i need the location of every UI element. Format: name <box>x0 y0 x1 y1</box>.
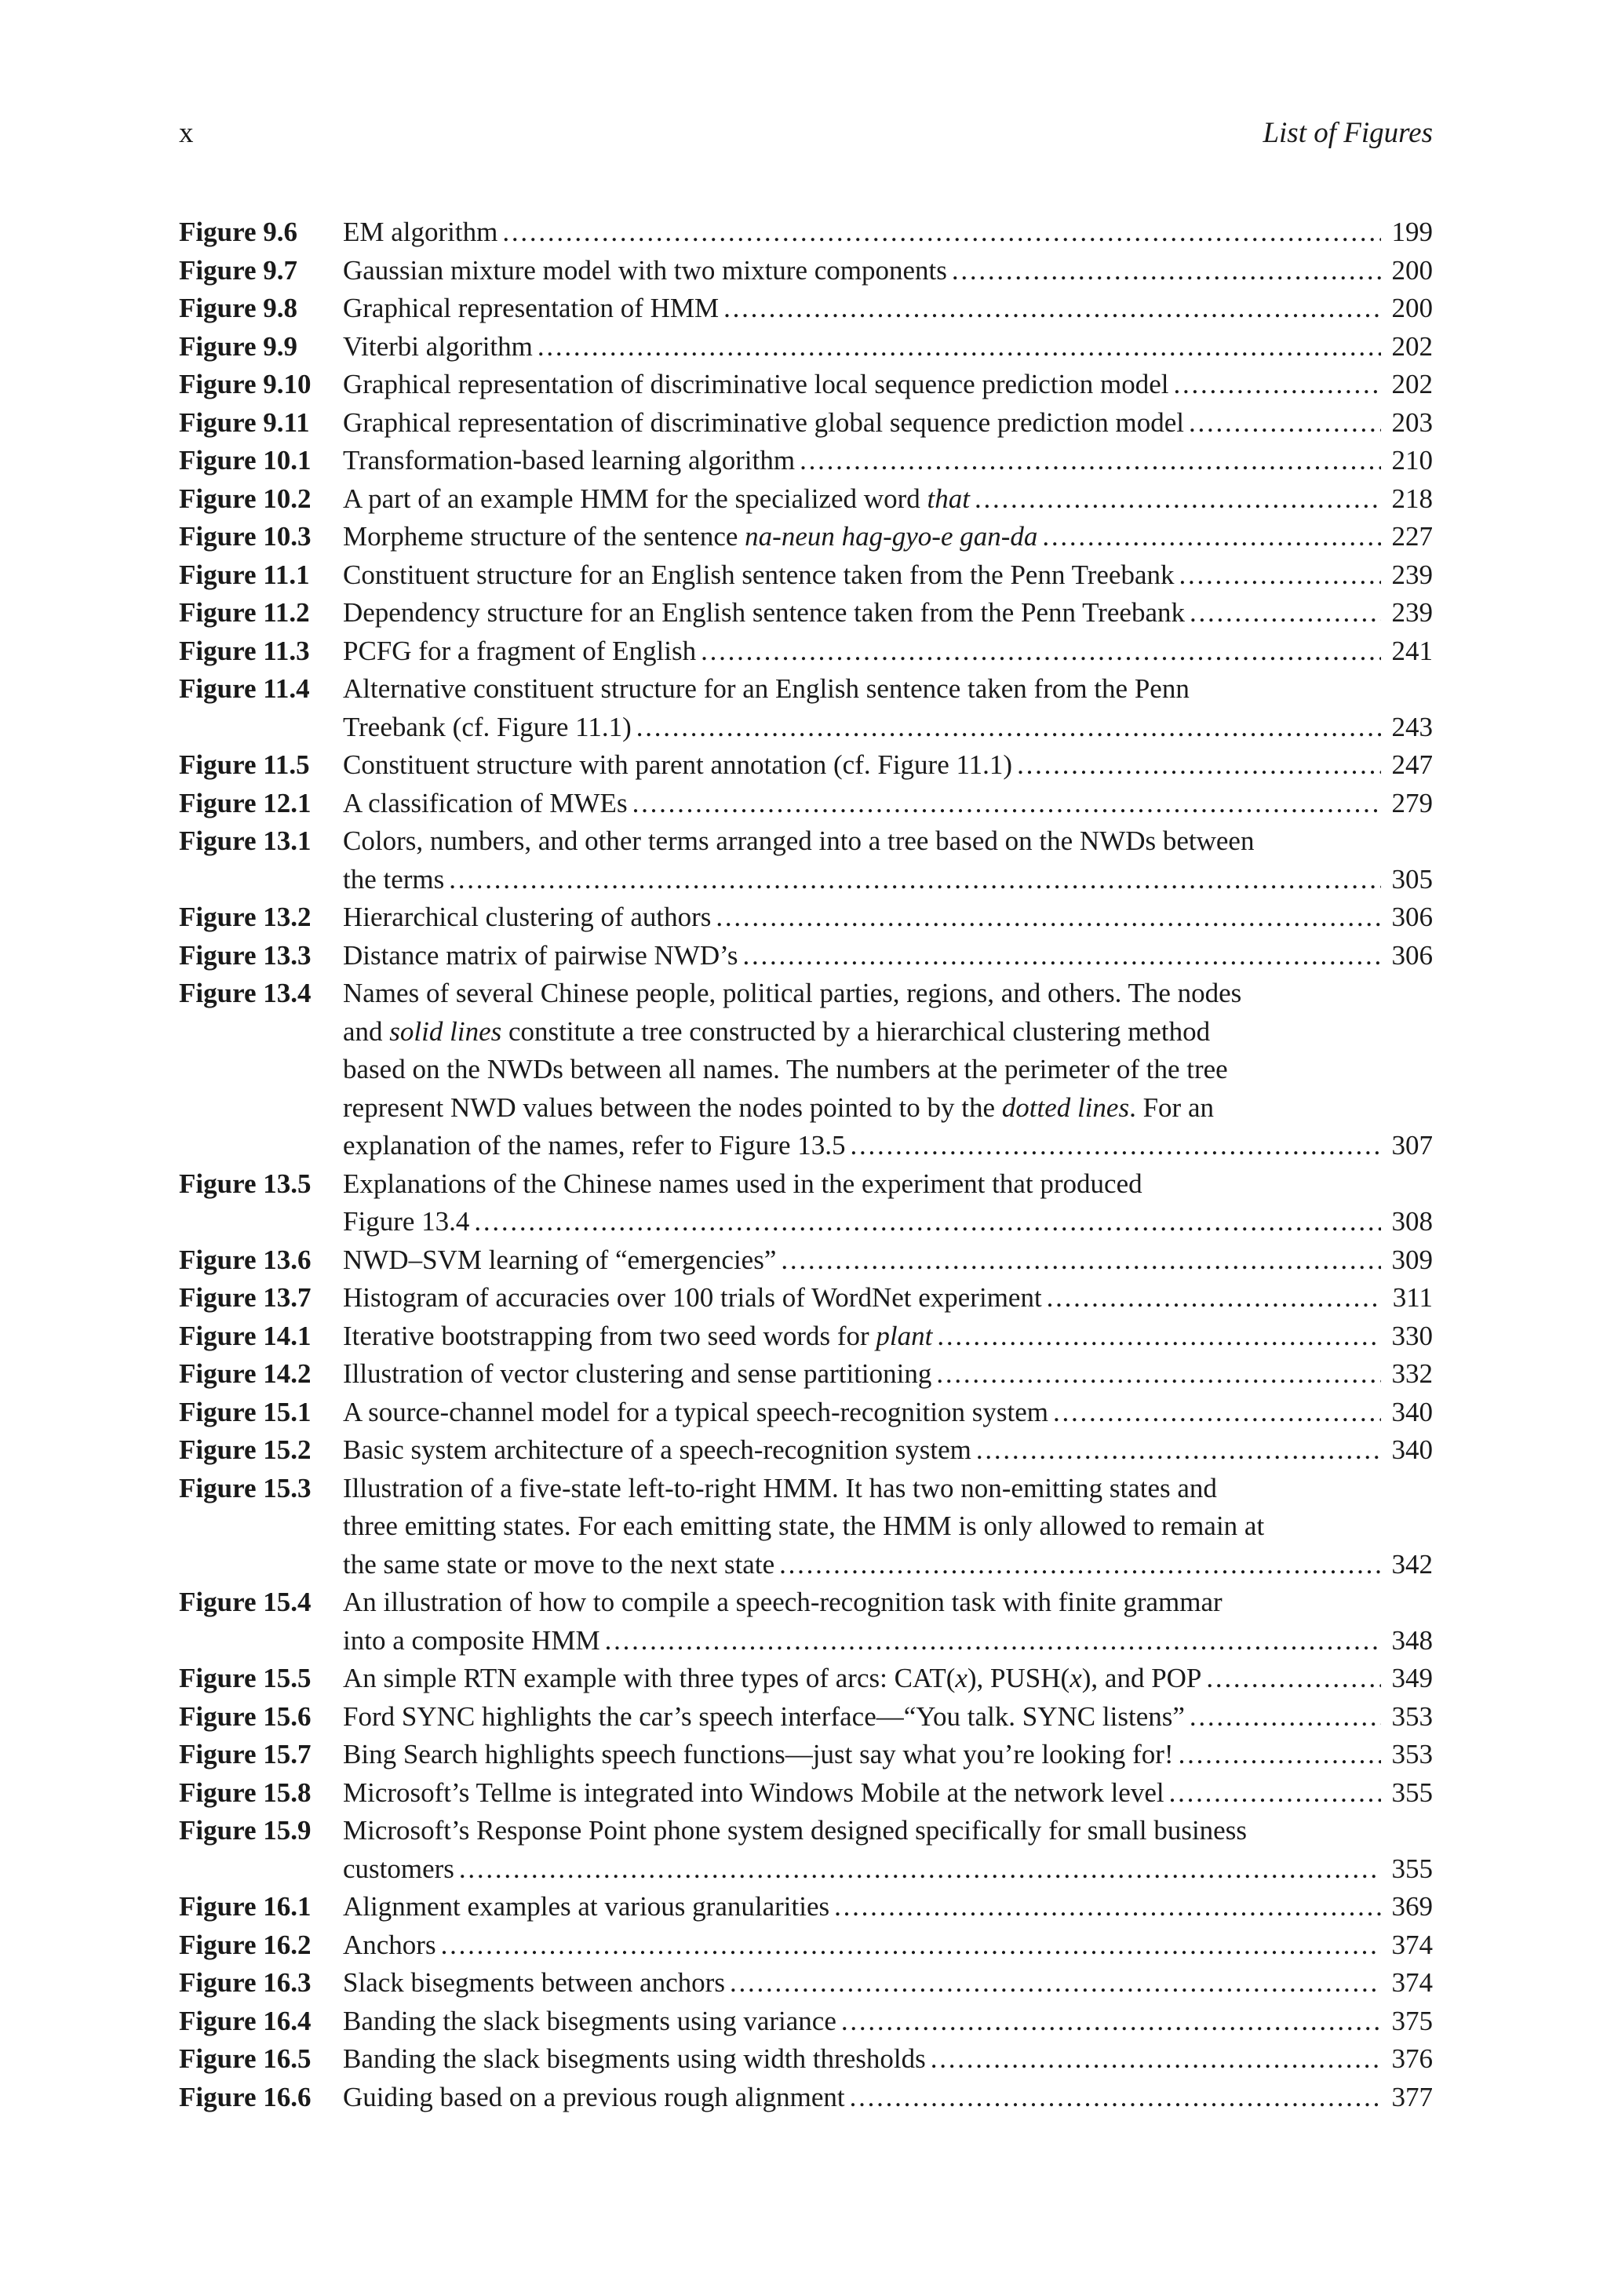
page-reference[interactable]: 353 <box>1391 1700 1433 1732</box>
figure-entry[interactable] <box>179 442 1433 480</box>
figure-entry[interactable] <box>179 785 1433 823</box>
caption-line: Names of several Chinese people, political parties, regions, and others. The nodes <box>343 978 1242 1008</box>
dot-leader <box>701 632 1381 671</box>
figure-label: Figure 9.7 <box>179 254 298 286</box>
list-of-figures <box>179 213 1433 2116</box>
dot-leader <box>474 1203 1381 1241</box>
caption-text: Slack bisegments between anchors <box>343 1967 725 1998</box>
figure-label: Figure 16.1 <box>179 1891 312 1922</box>
caption-text: EM algorithm <box>343 217 498 247</box>
figure-label: Figure 16.3 <box>179 1967 312 1998</box>
figure-caption <box>343 518 1433 556</box>
page-reference[interactable]: 305 <box>1391 863 1433 895</box>
caption-text: Transformation-based learning algorithm <box>343 445 796 476</box>
caption-line <box>343 1241 1433 1280</box>
figure-caption <box>343 213 1433 252</box>
page-reference[interactable]: 239 <box>1391 559 1433 590</box>
caption-text: NWD–SVM learning of “emergencies” <box>343 1244 777 1275</box>
caption-line <box>343 366 1433 404</box>
figure-label: Figure 15.9 <box>179 1815 312 1846</box>
caption-line <box>343 1546 1433 1584</box>
caption-text: Guiding based on a previous rough alignment <box>343 2081 845 2112</box>
caption-line <box>343 937 1433 975</box>
figure-caption <box>343 670 1433 746</box>
page-reference[interactable]: 355 <box>1391 1853 1433 1884</box>
caption-line <box>343 785 1433 823</box>
caption-line <box>343 746 1433 785</box>
page-reference[interactable]: 218 <box>1391 483 1433 514</box>
figure-caption <box>343 594 1433 632</box>
figure-caption <box>343 1964 1433 2003</box>
page-reference[interactable]: 247 <box>1391 749 1433 780</box>
figure-entry[interactable] <box>179 975 1433 1165</box>
figure-label: Figure 14.1 <box>179 1320 312 1351</box>
figure-entry[interactable] <box>179 1470 1433 1584</box>
dot-leader <box>781 1241 1381 1280</box>
figure-caption <box>343 746 1433 785</box>
figure-caption <box>343 1698 1433 1737</box>
caption-line: represent NWD values between the nodes pointed to by the dotted lines. For an <box>343 1092 1214 1123</box>
figure-caption <box>343 556 1433 595</box>
dot-leader <box>851 1127 1382 1165</box>
figure-entry[interactable] <box>179 252 1433 290</box>
caption-line <box>343 518 1433 556</box>
page-reference[interactable]: 306 <box>1391 902 1433 932</box>
caption-text: Ford SYNC highlights the car’s speech interface—“You talk. SYNC listens” <box>343 1700 1185 1732</box>
figure-caption <box>343 1736 1433 1774</box>
figure-entry[interactable] <box>179 632 1433 671</box>
figure-caption <box>343 822 1433 898</box>
caption-line <box>343 1127 1433 1165</box>
figure-entry[interactable] <box>179 1241 1433 1280</box>
figure-caption <box>343 442 1433 480</box>
dot-leader <box>1189 404 1381 443</box>
figure-entry[interactable] <box>179 1279 1433 1317</box>
caption-line <box>343 2040 1433 2079</box>
caption-line <box>343 1926 1433 1965</box>
caption-line: Colors, numbers, and other terms arranged into a tree based on the NWDs between <box>343 825 1255 856</box>
figure-caption <box>343 1774 1433 1813</box>
caption-text: Hierarchical clustering of authors <box>343 902 712 932</box>
figure-label: Figure 9.8 <box>179 293 298 323</box>
figure-entry[interactable] <box>179 404 1433 443</box>
dot-leader <box>1190 1698 1381 1737</box>
caption-line: and solid lines constitute a tree constructed by a hierarchical clustering method <box>343 1015 1211 1047</box>
page-reference[interactable]: 241 <box>1391 635 1433 666</box>
figure-entry[interactable] <box>179 1355 1433 1394</box>
caption-line <box>343 861 1433 899</box>
caption-line <box>343 632 1433 671</box>
page-reference[interactable]: 353 <box>1391 1739 1433 1769</box>
caption-line <box>343 1964 1433 2003</box>
dot-leader <box>1190 594 1381 632</box>
page-reference[interactable]: 374 <box>1391 1967 1433 1998</box>
caption-text: Graphical representation of discriminative global sequence prediction model <box>343 406 1184 438</box>
page-reference[interactable]: 377 <box>1391 2081 1433 2112</box>
caption-text: Dependency structure for an English sentence taken from the Penn Treebank <box>343 597 1186 628</box>
caption-line <box>343 1622 1433 1660</box>
dot-leader <box>449 861 1381 899</box>
figure-entry[interactable] <box>179 556 1433 595</box>
dot-leader <box>1179 1736 1381 1774</box>
caption-text: Treebank (cf. Figure 11.1) <box>343 711 632 742</box>
page-reference[interactable]: 374 <box>1391 1929 1433 1960</box>
figure-entry[interactable] <box>179 1584 1433 1660</box>
figure-caption <box>343 937 1433 975</box>
page-reference[interactable]: 332 <box>1391 1358 1433 1389</box>
figure-label: Figure 10.3 <box>179 521 312 552</box>
caption-line: Microsoft’s Response Point phone system designed specifically for small business <box>343 1815 1247 1846</box>
dot-leader <box>1047 1279 1381 1317</box>
caption-line <box>343 2079 1433 2117</box>
figure-caption <box>343 1355 1433 1394</box>
dot-leader <box>716 898 1381 937</box>
caption-line <box>343 1850 1433 1889</box>
figure-caption <box>343 785 1433 823</box>
figure-entry[interactable] <box>179 1698 1433 1737</box>
caption-text: An simple RTN example with three types of arcs: CAT(x), PUSH(x), and POP <box>343 1663 1202 1693</box>
caption-text: A part of an example HMM for the specialized word that <box>343 483 970 514</box>
caption-line <box>343 1888 1433 1926</box>
dot-leader <box>1053 1394 1381 1432</box>
page-reference[interactable]: 369 <box>1391 1891 1433 1922</box>
dot-leader <box>636 709 1381 747</box>
figure-entry[interactable] <box>179 518 1433 556</box>
caption-line <box>343 442 1433 480</box>
caption-text: Alignment examples at various granularities <box>343 1891 830 1922</box>
dot-leader <box>723 290 1381 328</box>
figure-label: Figure 13.4 <box>179 978 312 1008</box>
page-reference[interactable]: 342 <box>1391 1548 1433 1580</box>
figure-entry[interactable] <box>179 328 1433 366</box>
dot-leader <box>975 480 1381 519</box>
caption-line: three emitting states. For each emitting state, the HMM is only allowed to remain at <box>343 1511 1265 1541</box>
page-reference[interactable]: 200 <box>1391 254 1433 286</box>
caption-line <box>343 1355 1433 1394</box>
caption-line <box>343 1698 1433 1737</box>
figure-label: Figure 9.10 <box>179 369 312 399</box>
dot-leader <box>779 1546 1381 1584</box>
figure-entry[interactable] <box>179 1660 1433 1698</box>
dot-leader <box>1042 518 1381 556</box>
dot-leader <box>1169 1774 1381 1813</box>
figure-entry[interactable] <box>179 898 1433 937</box>
caption-line <box>343 1317 1433 1356</box>
figure-label: Figure 13.6 <box>179 1244 312 1275</box>
figure-caption <box>343 1241 1433 1280</box>
figure-label: Figure 13.3 <box>179 939 312 971</box>
figure-caption <box>343 366 1433 404</box>
figure-label: Figure 15.5 <box>179 1663 312 1693</box>
page-reference[interactable]: 202 <box>1391 330 1433 362</box>
figure-caption <box>343 252 1433 290</box>
caption-line <box>343 556 1433 595</box>
page-reference[interactable]: 355 <box>1391 1777 1433 1808</box>
dot-leader <box>459 1850 1381 1889</box>
figure-entry[interactable] <box>179 746 1433 785</box>
figure-entry[interactable] <box>179 2003 1433 2041</box>
page-header <box>179 116 1433 160</box>
page-reference[interactable]: 309 <box>1391 1244 1433 1275</box>
page-reference[interactable]: 376 <box>1391 2043 1433 2074</box>
page-reference[interactable]: 311 <box>1392 1282 1433 1313</box>
figure-label: Figure 10.2 <box>179 483 312 514</box>
figure-label: Figure 11.4 <box>179 673 310 704</box>
caption-line <box>343 1660 1433 1698</box>
caption-line: An illustration of how to compile a speech-recognition task with finite grammar <box>343 1587 1223 1617</box>
figure-label: Figure 14.2 <box>179 1358 312 1389</box>
caption-line <box>343 1394 1433 1432</box>
caption-line <box>343 1774 1433 1813</box>
figure-caption <box>343 1394 1433 1432</box>
caption-text: PCFG for a fragment of English <box>343 635 697 666</box>
figure-entry[interactable] <box>179 1317 1433 1356</box>
caption-text: Constituent structure with parent annotation (cf. Figure 11.1) <box>343 749 1013 780</box>
figure-entry[interactable] <box>179 213 1433 252</box>
page-reference[interactable]: 330 <box>1391 1320 1433 1351</box>
caption-text: into a composite HMM <box>343 1624 600 1656</box>
figure-caption <box>343 404 1433 443</box>
running-title: List of Figures <box>1263 117 1433 149</box>
figure-caption <box>343 2003 1433 2041</box>
page-reference[interactable]: 199 <box>1391 217 1433 247</box>
caption-text: Viterbi algorithm <box>343 330 533 362</box>
dot-leader <box>1179 556 1382 595</box>
caption-text: Graphical representation of discriminative local sequence prediction model <box>343 369 1169 399</box>
figure-entry[interactable] <box>179 2079 1433 2117</box>
page-reference[interactable]: 243 <box>1391 711 1433 742</box>
page-reference[interactable]: 340 <box>1391 1396 1433 1427</box>
figure-entry[interactable] <box>179 1394 1433 1432</box>
caption-text: A classification of MWEs <box>343 787 628 818</box>
figure-label: Figure 9.6 <box>179 217 298 247</box>
caption-text: the terms <box>343 863 445 895</box>
figure-caption <box>343 1431 1433 1470</box>
caption-text: Distance matrix of pairwise NWD’s <box>343 939 738 971</box>
caption-line <box>343 1431 1433 1470</box>
caption-text: A source-channel model for a typical speech-recognition system <box>343 1396 1048 1427</box>
dot-leader <box>937 1317 1381 1356</box>
figure-entry[interactable] <box>179 937 1433 975</box>
page-reference[interactable]: 210 <box>1391 445 1433 476</box>
dot-leader <box>936 1355 1381 1394</box>
caption-line <box>343 404 1433 443</box>
caption-text: Banding the slack bisegments using width thresholds <box>343 2043 926 2074</box>
caption-text: Graphical representation of HMM <box>343 293 720 323</box>
dot-leader <box>850 2079 1381 2117</box>
page-reference[interactable]: 375 <box>1391 2005 1433 2036</box>
caption-line <box>343 328 1433 366</box>
dot-leader <box>537 328 1381 366</box>
figure-label: Figure 15.8 <box>179 1777 312 1808</box>
caption-line <box>343 898 1433 937</box>
figure-entry[interactable] <box>179 1736 1433 1774</box>
figure-label: Figure 15.6 <box>179 1700 312 1732</box>
figure-label: Figure 10.1 <box>179 445 312 476</box>
figure-entry[interactable] <box>179 1431 1433 1470</box>
figure-caption <box>343 290 1433 328</box>
figure-caption <box>343 1279 1433 1317</box>
dot-leader <box>1174 366 1381 404</box>
caption-text: Microsoft’s Tellme is integrated into Windows Mobile at the network level <box>343 1777 1164 1808</box>
figure-caption <box>343 2040 1433 2079</box>
figure-entry[interactable] <box>179 1812 1433 1888</box>
figure-label: Figure 15.1 <box>179 1396 312 1427</box>
caption-line <box>343 480 1433 519</box>
caption-line: based on the NWDs between all names. The numbers at the perimeter of the tree <box>343 1054 1228 1084</box>
figure-caption <box>343 632 1433 671</box>
figure-label: Figure 15.3 <box>179 1472 312 1503</box>
caption-line <box>343 252 1433 290</box>
figure-entry[interactable] <box>179 822 1433 898</box>
figure-caption <box>343 1165 1433 1241</box>
figure-entry[interactable] <box>179 1165 1433 1241</box>
caption-text: Anchors <box>343 1929 436 1960</box>
dot-leader <box>1206 1660 1381 1698</box>
dot-leader <box>1017 746 1381 785</box>
figure-entry[interactable] <box>179 2040 1433 2079</box>
figure-entry[interactable] <box>179 290 1433 328</box>
dot-leader <box>834 1888 1381 1926</box>
caption-line <box>343 1736 1433 1774</box>
dot-leader <box>730 1964 1381 2003</box>
figure-caption <box>343 1584 1433 1660</box>
figure-entry[interactable] <box>179 594 1433 632</box>
caption-text: explanation of the names, refer to Figure 13.5 <box>343 1130 846 1161</box>
figure-label: Figure 13.5 <box>179 1168 312 1199</box>
figure-label: Figure 9.11 <box>179 406 310 438</box>
figure-label: Figure 11.3 <box>179 635 310 666</box>
figure-caption <box>343 1660 1433 1698</box>
figure-label: Figure 13.2 <box>179 902 312 932</box>
figure-label: Figure 11.1 <box>179 559 310 590</box>
caption-text: Illustration of vector clustering and sense partitioning <box>343 1358 932 1389</box>
figure-caption <box>343 1812 1433 1888</box>
figure-label: Figure 13.1 <box>179 825 312 856</box>
caption-text: Constituent structure for an English sentence taken from the Penn Treebank <box>343 559 1175 590</box>
caption-text: Morpheme structure of the sentence na-neun hag-gyo-e gan-da <box>343 521 1038 552</box>
figure-label: Figure 15.7 <box>179 1739 312 1769</box>
figure-caption <box>343 1470 1433 1584</box>
caption-text: Banding the slack bisegments using variance <box>343 2005 836 2036</box>
dot-leader <box>502 213 1381 252</box>
page-reference[interactable]: 308 <box>1391 1206 1433 1237</box>
figure-entry[interactable] <box>179 1964 1433 2003</box>
figure-caption <box>343 898 1433 937</box>
figure-entry[interactable] <box>179 1888 1433 1926</box>
caption-line <box>343 594 1433 632</box>
figure-caption <box>343 328 1433 366</box>
figure-label: Figure 12.1 <box>179 787 312 818</box>
figure-label: Figure 16.6 <box>179 2081 312 2112</box>
figure-label: Figure 13.7 <box>179 1282 312 1313</box>
caption-line: Illustration of a five-state left-to-right HMM. It has two non-emitting states and <box>343 1472 1217 1503</box>
figure-label: Figure 11.2 <box>179 597 310 628</box>
figure-entry[interactable] <box>179 1774 1433 1813</box>
dot-leader <box>441 1926 1381 1965</box>
figure-entry[interactable] <box>179 480 1433 519</box>
page-reference[interactable]: 227 <box>1391 521 1433 552</box>
caption-text: Figure 13.4 <box>343 1206 470 1237</box>
dot-leader <box>632 785 1381 823</box>
caption-line <box>343 1279 1433 1317</box>
caption-line <box>343 213 1433 252</box>
caption-line <box>343 1203 1433 1241</box>
dot-leader <box>931 2040 1381 2079</box>
caption-text: Gaussian mixture model with two mixture components <box>343 254 947 286</box>
caption-text: customers <box>343 1853 454 1884</box>
page-reference[interactable]: 200 <box>1391 293 1433 323</box>
page-reference[interactable]: 340 <box>1391 1434 1433 1465</box>
figure-label: Figure 16.5 <box>179 2043 312 2074</box>
figure-caption <box>343 480 1433 519</box>
dot-leader <box>605 1622 1381 1660</box>
figure-label: Figure 15.4 <box>179 1587 312 1617</box>
figure-label: Figure 11.5 <box>179 749 310 780</box>
page-reference[interactable]: 306 <box>1391 939 1433 971</box>
page-reference[interactable]: 349 <box>1391 1663 1433 1693</box>
page-number: x <box>179 117 194 149</box>
page-reference[interactable]: 348 <box>1391 1624 1433 1656</box>
caption-text: Histogram of accuracies over 100 trials of WordNet experiment <box>343 1282 1042 1313</box>
figure-label: Figure 16.4 <box>179 2005 312 2036</box>
caption-text: Bing Search highlights speech functions—just say what you’re looking for! <box>343 1739 1174 1769</box>
page-reference[interactable]: 202 <box>1391 369 1433 399</box>
caption-line: Alternative constituent structure for an English sentence taken from the Penn <box>343 673 1190 704</box>
figure-entry[interactable] <box>179 670 1433 746</box>
dot-leader <box>976 1431 1381 1470</box>
dot-leader <box>800 442 1381 480</box>
caption-text: Iterative bootstrapping from two seed words for plant <box>343 1320 933 1351</box>
figure-caption <box>343 1926 1433 1965</box>
page-reference[interactable]: 279 <box>1391 787 1433 818</box>
figure-caption <box>343 2079 1433 2117</box>
dot-leader <box>742 937 1381 975</box>
figure-caption <box>343 975 1433 1165</box>
caption-text: the same state or move to the next state <box>343 1548 775 1580</box>
dot-leader <box>841 2003 1381 2041</box>
caption-text: Basic system architecture of a speech-recognition system <box>343 1434 971 1465</box>
figure-entry[interactable] <box>179 366 1433 404</box>
figure-entry[interactable] <box>179 1926 1433 1965</box>
figure-label: Figure 16.2 <box>179 1929 312 1960</box>
page-reference[interactable]: 307 <box>1391 1130 1433 1161</box>
figure-label: Figure 15.2 <box>179 1434 312 1465</box>
figure-caption <box>343 1888 1433 1926</box>
page-reference[interactable]: 203 <box>1391 406 1433 438</box>
figure-label: Figure 9.9 <box>179 330 298 362</box>
dot-leader <box>952 252 1381 290</box>
page-reference[interactable]: 239 <box>1391 597 1433 628</box>
caption-line <box>343 2003 1433 2041</box>
caption-line <box>343 709 1433 747</box>
caption-line: Explanations of the Chinese names used in the experiment that produced <box>343 1168 1142 1199</box>
caption-line <box>343 290 1433 328</box>
figure-caption <box>343 1317 1433 1356</box>
